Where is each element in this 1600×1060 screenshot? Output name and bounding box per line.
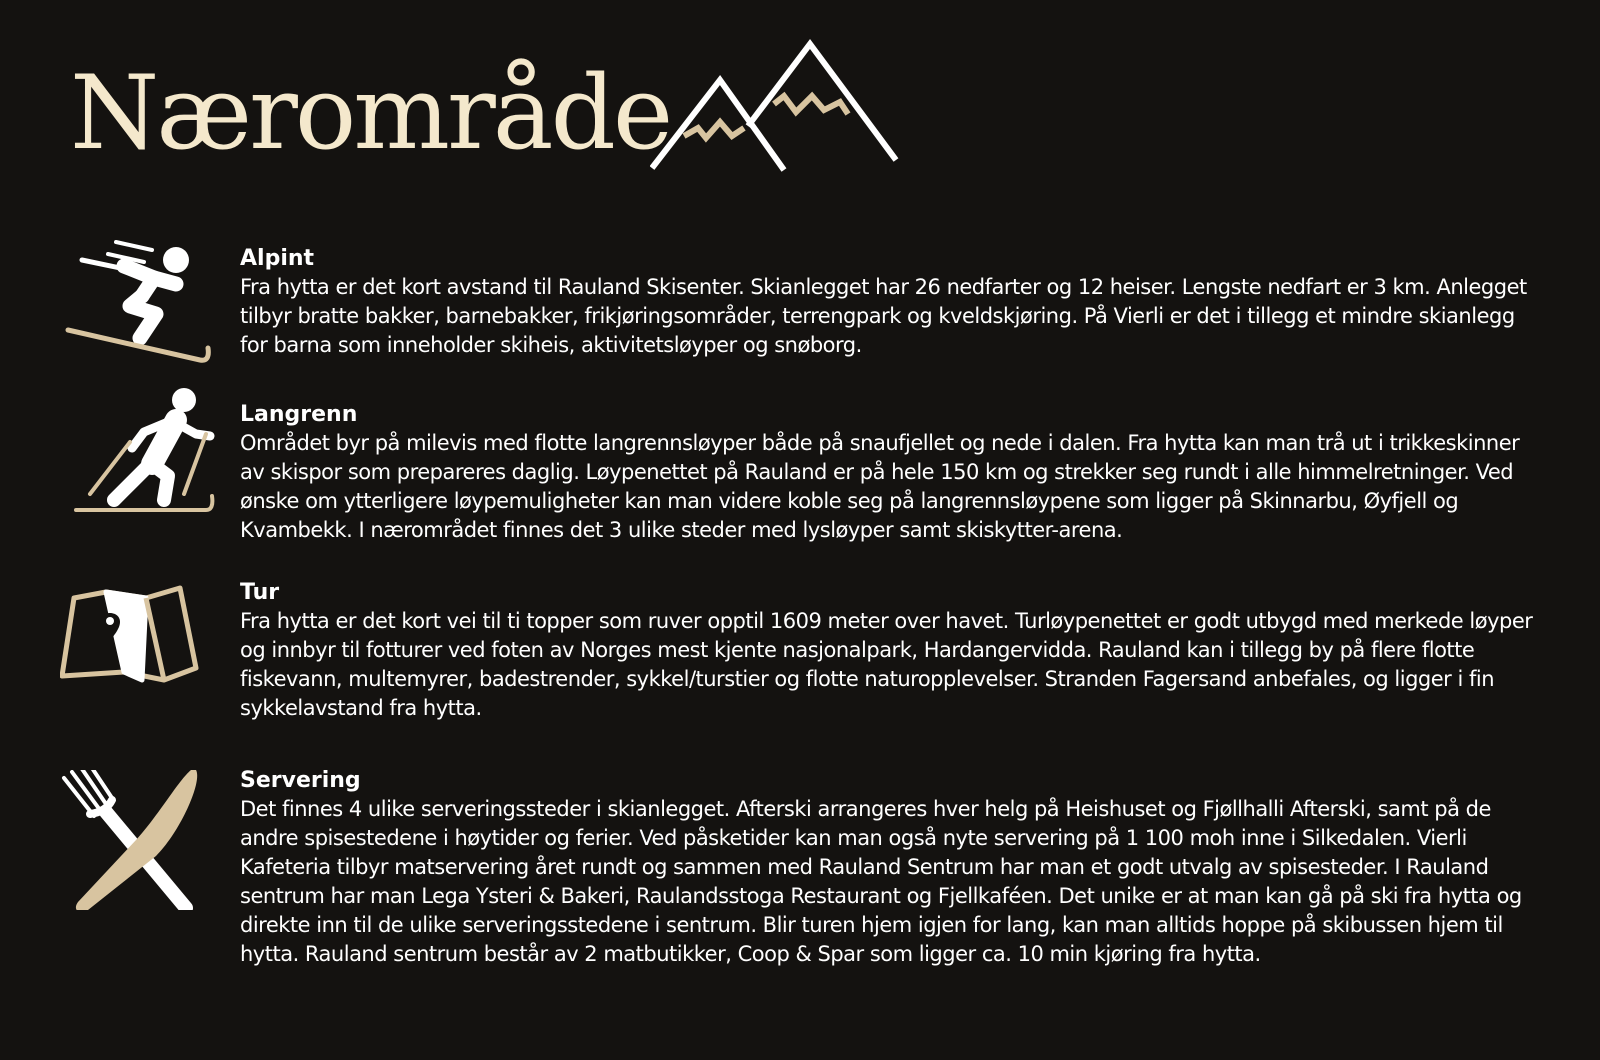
alpine-skier-icon [60,234,220,374]
section-body: Fra hytta er det kort vei til ti topper som ruver opptil 1609 meter over havet. Turløypenettet er godt utbygd med merkede løyper og innbyr til fotturer ved foten av Norges mest kjente nasjonalpark, Hardangervidda. Rauland kan i tillegg by på flere flotte fiskevann, multemyrer, badestrender, sykkel/turstier og flotte naturopplevelser. Stranden Fagersand anbefales, og ligger i fin sykkelavstand fra hytta. [240,609,1533,720]
map-pin-icon [60,584,220,724]
section-body: Området byr på milevis med flotte langrennsløyper både på snaufjellet og nede i dalen. Fra hytta kan man trå ut i trikkeskinner av skispor som prepareres daglig. Løypenettet på Rauland er på hele 150 km og strekker seg rundt i alle himmelretninger. Ved ønske om ytterligere løypemuligheter kan man videre koble seg på langrennsløypene som ligger på Skinnarbu, Øyfjell og Kvambekk. I nærområdet finnes det 3 ulike steder med lysløyper samt skiskytter-arena. [240,431,1520,542]
mountains-icon [650,38,906,174]
section-heading: Tur [240,580,280,605]
page-title: Nærområde [70,54,671,173]
section-body: Det finnes 4 ulike serveringssteder i skianlegget. Afterski arrangeres hver helg på Heishuset og Fjøllhalli Afterski, samt på de andre spisestedene i høytider og ferier. Ved påsketider kan man også nyte servering på 1 100 moh inne i Silkedalen. Vierli Kafeteria tilbyr matservering året rundt og sammen med Rauland Sentrum har man et godt utvalg av spisesteder. I Rauland sentrum har man Lega Ysteri & Bakeri, Raulandsstoga Restaurant og Fjellkaféen. Det unike er at man kan gå på ski fra hytta og direkte inn til de ulike serveringsstedene i sentrum. Blir turen hjem igjen for lang, kan man alltids hoppe på skibussen hjem til hytta. Rauland sentrum består av 2 matbutikker, Coop & Spar som ligger ca. 10 min kjøring fra hytta. [240,797,1522,966]
section-heading: Langrenn [240,402,358,427]
section-heading: Servering [240,768,361,793]
fork-knife-icon [60,770,220,910]
section-body: Fra hytta er det kort avstand til Rauland Skisenter. Skianlegget har 26 nedfarter og 12 heiser. Lengste nedfart er 3 km. Anlegget tilbyr bratte bakker, barnebakker, frikjøringsområder, terrengpark og kveldskjøring. På Vierli er det i tillegg et mindre skianlegg for barna som inneholder skiheis, aktivitetsløyper og snøborg. [240,275,1527,357]
section-heading: Alpint [240,246,315,271]
cross-country-skier-icon [60,386,220,526]
